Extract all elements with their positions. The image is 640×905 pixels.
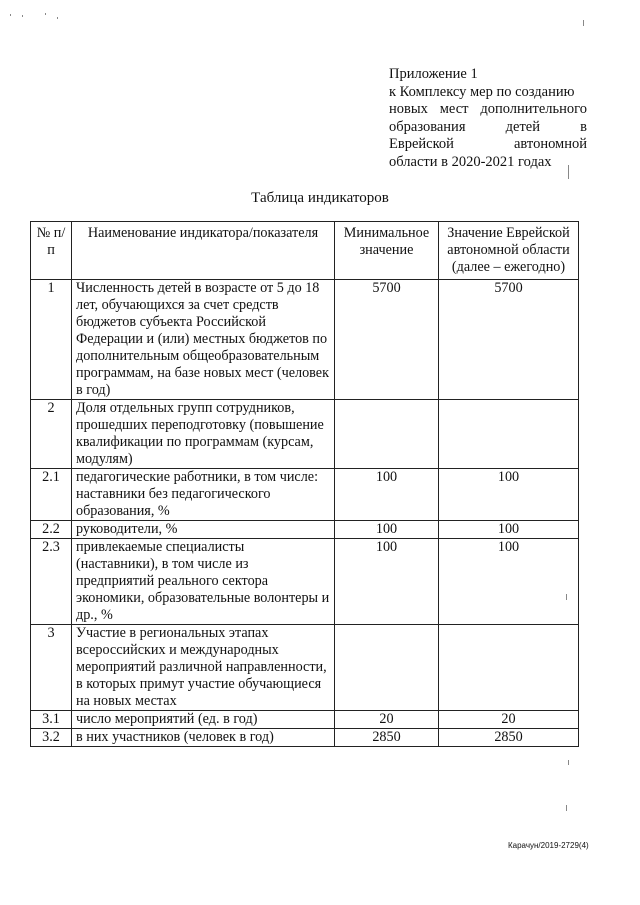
row-minimum-value: 100 bbox=[335, 521, 439, 539]
table-row bbox=[31, 400, 579, 469]
appendix-block bbox=[389, 66, 587, 171]
row-indicator-name: педагогические работники, в том числе: наставники без педагогического образования, % bbox=[72, 469, 335, 521]
row-region-value bbox=[439, 625, 579, 711]
row-region-value: 2850 bbox=[439, 729, 579, 747]
table-row bbox=[31, 539, 579, 625]
table-row bbox=[31, 280, 579, 400]
row-region-value: 100 bbox=[439, 539, 579, 625]
row-number: 3 bbox=[31, 625, 72, 711]
row-minimum-value: 20 bbox=[335, 711, 439, 729]
table-row bbox=[31, 469, 579, 521]
row-minimum-value: 100 bbox=[335, 539, 439, 625]
scan-speck bbox=[22, 15, 23, 17]
scan-speck bbox=[566, 594, 567, 600]
appendix-title: Приложение 1 bbox=[389, 66, 478, 82]
appendix-line: новых мест дополнительного bbox=[389, 101, 587, 117]
row-number: 2.1 bbox=[31, 469, 72, 521]
row-number: 2.3 bbox=[31, 539, 72, 625]
row-region-value: 100 bbox=[439, 521, 579, 539]
appendix-line: Еврейской автономной bbox=[389, 136, 587, 152]
table-row bbox=[31, 625, 579, 711]
row-region-value: 5700 bbox=[439, 280, 579, 400]
table-row bbox=[31, 711, 579, 729]
document-footer-code: Карачун/2019-2729(4) bbox=[508, 841, 589, 850]
scan-speck bbox=[566, 805, 567, 811]
row-region-value bbox=[439, 400, 579, 469]
row-indicator-name: число мероприятий (ед. в год) bbox=[72, 711, 335, 729]
row-indicator-name: Доля отдельных групп сотрудников, прошедших переподготовку (повышение квалификации по программам (курсам, модулям) bbox=[72, 400, 335, 469]
row-number: 1 bbox=[31, 280, 72, 400]
row-minimum-value: 5700 bbox=[335, 280, 439, 400]
row-indicator-name: привлекаемые специалисты (наставники), в том числе из предприятий реального сектора экономики, образовательные волонтеры и др., % bbox=[72, 539, 335, 625]
scan-speck bbox=[568, 760, 569, 765]
table-row bbox=[31, 521, 579, 539]
table-header-row bbox=[31, 222, 579, 280]
header-region-value: Значение Еврейской автономной области (далее – ежегодно) bbox=[439, 222, 579, 280]
row-minimum-value: 100 bbox=[335, 469, 439, 521]
row-number: 3.2 bbox=[31, 729, 72, 747]
appendix-line: области в 2020-2021 годах bbox=[389, 153, 552, 170]
appendix-line: к Комплексу мер по созданию bbox=[389, 83, 575, 100]
row-indicator-name: Участие в региональных этапах всероссийских и международных мероприятий различной направленности, в которых примут участие обучающиеся на новых местах bbox=[72, 625, 335, 711]
row-minimum-value bbox=[335, 400, 439, 469]
row-region-value: 20 bbox=[439, 711, 579, 729]
scan-speck bbox=[45, 13, 46, 15]
scan-speck bbox=[583, 20, 584, 26]
scan-speck bbox=[10, 14, 11, 16]
row-minimum-value bbox=[335, 625, 439, 711]
header-indicator-name: Наименование индикатора/показателя bbox=[72, 222, 335, 280]
header-minimum-value: Минимальное значение bbox=[335, 222, 439, 280]
scan-speck bbox=[568, 165, 569, 179]
row-number: 2.2 bbox=[31, 521, 72, 539]
appendix-line: образования детей в bbox=[389, 118, 587, 135]
row-region-value: 100 bbox=[439, 469, 579, 521]
header-number: № п/п bbox=[31, 222, 72, 280]
table-title: Таблица индикаторов bbox=[251, 190, 389, 206]
row-indicator-name: руководители, % bbox=[72, 521, 335, 539]
table-row bbox=[31, 729, 579, 747]
row-minimum-value: 2850 bbox=[335, 729, 439, 747]
indicators-table bbox=[30, 221, 579, 747]
row-number: 2 bbox=[31, 400, 72, 469]
scan-speck bbox=[57, 17, 58, 19]
row-number: 3.1 bbox=[31, 711, 72, 729]
row-indicator-name: Численность детей в возрасте от 5 до 18 лет, обучающихся за счет средств бюджетов субъекта Российской Федерации и (или) местных бюджетов по дополнительным общеобразовательным программам, на базе новых мест (человек в год) bbox=[72, 280, 335, 400]
row-indicator-name: в них участников (человек в год) bbox=[72, 729, 335, 747]
